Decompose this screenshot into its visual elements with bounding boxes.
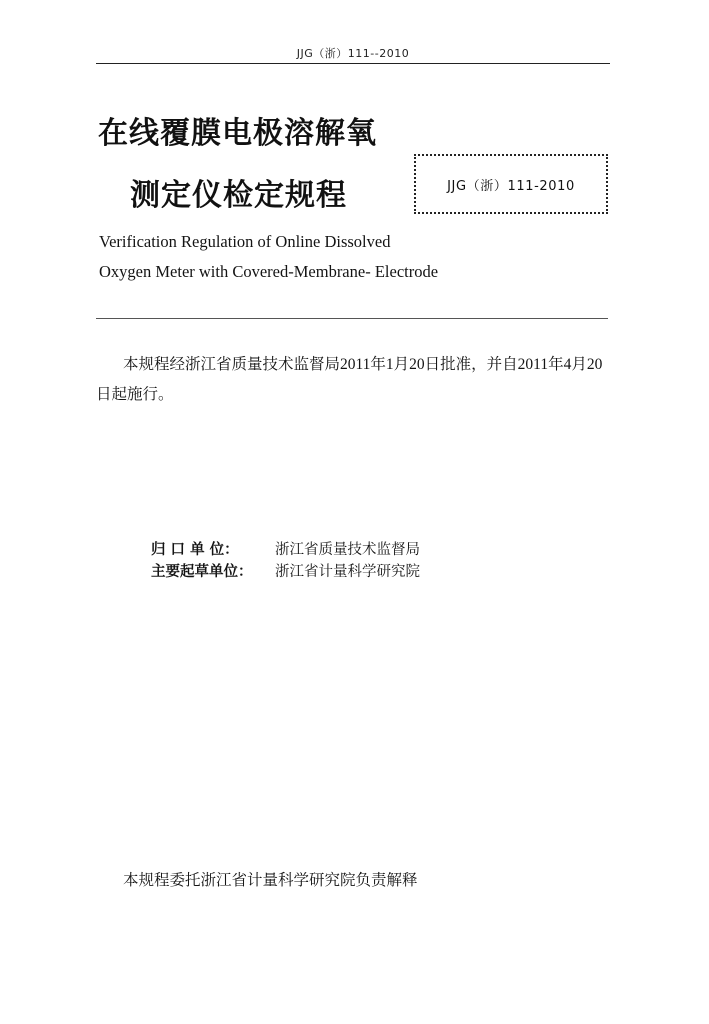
interpretation-note: 本规程委托浙江省计量科学研究院负责解释 <box>123 872 418 889</box>
authority-value: 浙江省质量技术监督局 <box>275 542 420 558</box>
title-cn-line1: 在线覆膜电极溶解氧 <box>98 116 377 151</box>
header-rule <box>96 63 610 64</box>
drafter-row <box>151 561 420 583</box>
authority-row <box>151 539 420 561</box>
standard-code: JJG（浙）111-2010 <box>447 178 575 194</box>
title-en-line1: Verification Regulation of Online Dissolved <box>99 232 391 251</box>
title-cn-line2: 测定仪检定规程 <box>130 178 347 213</box>
approval-statement: 本规程经浙江省质量技术监督局2011年1月20日批准，并自2011年4月20日起施行。 <box>96 356 603 403</box>
running-header: JJG（浙）111--2010 <box>296 47 410 60</box>
drafter-value: 浙江省计量科学研究院 <box>275 564 420 580</box>
drafter-label: 主要起草单位： <box>151 564 253 580</box>
authority-label: 归 口 单 位： <box>151 542 239 558</box>
section-divider <box>96 318 608 319</box>
info-block <box>151 539 420 583</box>
title-en-line2: Oxygen Meter with Covered-Membrane- Electrode <box>99 262 439 281</box>
standard-code-box <box>414 154 608 214</box>
